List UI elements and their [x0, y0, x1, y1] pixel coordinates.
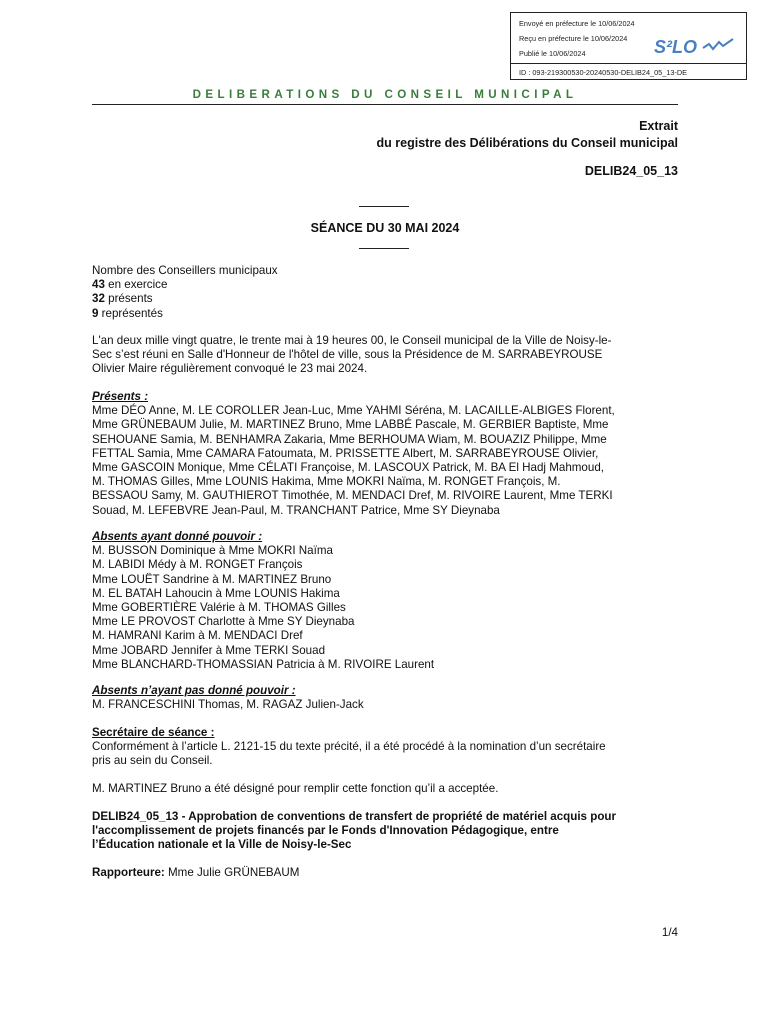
absents-sans-title: Absents n’ayant pas donné pouvoir : — [92, 684, 296, 697]
absent-proxy-line: M. HAMRANI Karim à M. MENDACI Dref — [92, 629, 303, 643]
stamp-id: ID : 093-219300530-20240530-DELIB24_05_13-DE — [519, 68, 687, 77]
presents-line: SEHOUANE Samia, M. BENHAMRA Zakaria, Mme BERHOUMA Wiam, M. BOUAZIZ Philippe, Mme — [92, 432, 607, 446]
delib-title — [92, 810, 678, 853]
absent-proxy-line: M. EL BATAH Lahoucin à Mme LOUNIS Hakima — [92, 586, 340, 600]
delib-title-line: l’Éducation nationale et la Ville de Noisy-le-Sec — [92, 838, 352, 852]
intro-line: Sec s’est réuni en Salle d'Honneur de l'hôtel de ville, sous la Présidence de M. SARRABEYROUSE — [92, 348, 603, 362]
presents-line: FETTAL Samia, Mme CAMARA Fatoumata, M. PRISSETTE Albert, M. SARRABEYROUSE Olivier, — [92, 446, 599, 460]
divider-dash — [359, 248, 409, 249]
counts-represented: 9 représentés — [92, 306, 163, 320]
presents-line: Mme DÉO Anne, M. LE COROLLER Jean-Luc, Mme YAHMI Séréna, M. LACAILLE-ALBIGES Florent, — [92, 404, 615, 418]
absents-pouvoir-section — [92, 530, 678, 672]
secretaire-line: pris au sein du Conseil. — [92, 754, 213, 768]
stamp-divider — [511, 63, 746, 64]
svg-text:S²LO: S²LO — [654, 37, 697, 57]
presents-line: M. THOMAS Gilles, Mme LOUNIS Hakima, Mme MOKRI Naïma, M. RONGET François, M. — [92, 475, 561, 489]
extract-register: du registre des Délibérations du Conseil municipal — [376, 136, 678, 150]
absent-proxy-line: Mme JOBARD Jennifer à Mme TERKI Souad — [92, 643, 326, 657]
rapporteur-label: Rapporteure: — [92, 866, 165, 879]
presents-line: Mme GRÜNEBAUM Julie, M. MARTINEZ Bruno, Mme LABBÉ Pascale, M. GERBIER Baptiste, Mme — [92, 418, 609, 432]
absents-sans-section — [92, 684, 678, 712]
stamp-received: Reçu en préfecture le 10/06/2024 — [519, 34, 628, 43]
session-title: SÉANCE DU 30 MAI 2024 — [310, 221, 460, 235]
delib-title-line: l'accomplissement de projets financés par le Fonds d'Innovation Pédagogique, entre — [92, 824, 559, 838]
presents-section — [92, 390, 678, 518]
intro-paragraph — [92, 334, 678, 377]
absent-proxy-line: Mme LE PROVOST Charlotte à Mme SY Dieynaba — [92, 615, 355, 629]
header-rule — [92, 104, 678, 105]
rapporteur-name: Mme Julie GRÜNEBAUM — [164, 866, 300, 879]
absents-pouvoir-title: Absents ayant donné pouvoir : — [92, 530, 263, 543]
secretaire-line: Conformément à l’article L. 2121-15 du texte précité, il a été procédé à la nomination d’un secrétaire — [92, 740, 606, 754]
counts-presents: 32 présents — [92, 292, 153, 306]
stamp-sent: Envoyé en préfecture le 10/06/2024 — [519, 19, 635, 28]
presents-line: Mme GASCOIN Monique, Mme CÉLATI Françoise, M. LASCOUX Patrick, M. BA El Hadj Mahmoud, — [92, 461, 604, 475]
divider-dash — [359, 206, 409, 207]
intro-line: Olivier Maire régulièrement convoqué le 23 mai 2024. — [92, 362, 368, 376]
absent-proxy-line: Mme GOBERTIÈRE Valérie à M. THOMAS Gilles — [92, 601, 346, 615]
presents-title: Présents : — [92, 390, 149, 403]
absent-proxy-line: M. LABIDI Médy à M. RONGET François — [92, 558, 303, 572]
intro-line: L'an deux mille vingt quatre, le trente mai à 19 heures 00, le Conseil municipal de la Ville de Noisy-le- — [92, 334, 612, 347]
page-number: 1/4 — [661, 926, 678, 939]
extract-label: Extrait — [639, 119, 678, 133]
secretaire-designation: M. MARTINEZ Bruno a été désigné pour remplir cette fonction qu’il a acceptée. — [92, 782, 499, 795]
delib-reference: DELIB24_05_13 — [584, 164, 678, 178]
secretaire-section — [92, 726, 678, 769]
document-header-title: DELIBERATIONS DU CONSEIL MUNICIPAL — [192, 88, 578, 101]
absent-line: M. FRANCESCHINI Thomas, M. RAGAZ Julien-Jack — [92, 698, 364, 712]
secretaire-title: Secrétaire de séance : — [92, 726, 215, 739]
stamp-published: Publié le 10/06/2024 — [519, 49, 586, 58]
absent-proxy-line: Mme LOUËT Sandrine à M. MARTINEZ Bruno — [92, 572, 332, 586]
delib-title-line: DELIB24_05_13 - Approbation de conventions de transfert de propriété de matériel acquis pour — [92, 810, 616, 823]
prefecture-stamp — [510, 12, 747, 80]
s2lo-logo-icon — [653, 34, 735, 58]
counts-label: Nombre des Conseillers municipaux — [92, 264, 278, 277]
counts-exercice: 43 en exercice — [92, 278, 168, 292]
counts-block — [92, 264, 678, 321]
presents-line: Souad, M. LEFEBVRE Jean-Paul, M. TRANCHANT Patrice, Mme SY Dieynaba — [92, 503, 500, 517]
absent-proxy-line: Mme BLANCHARD-THOMASSIAN Patricia à M. RIVOIRE Laurent — [92, 657, 435, 671]
presents-line: BESSAOU Samy, M. GAUTHIEROT Timothée, M. MENDACI Dref, M. RIVOIRE Laurent, Mme TERKI — [92, 489, 613, 503]
absent-proxy-line: M. BUSSON Dominique à Mme MOKRI Naïma — [92, 544, 333, 558]
rapporteur-line — [92, 866, 678, 880]
